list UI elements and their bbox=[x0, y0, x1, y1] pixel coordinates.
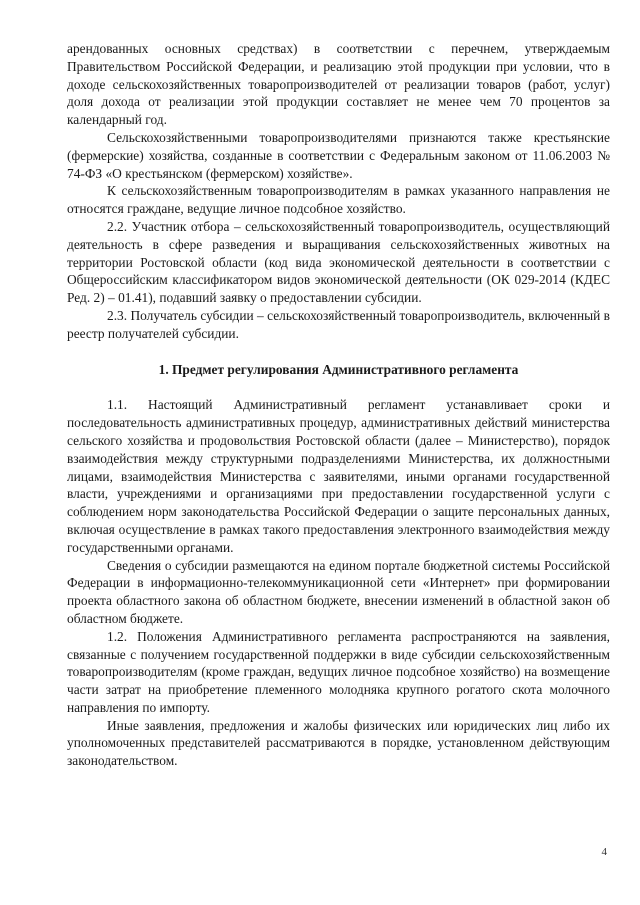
paragraph-exclusion: К сельскохозяйственным товаропроизводителям в рамках указанного направления не относятся граждане, ведущие личное подсобное хозяйство. bbox=[67, 183, 610, 217]
paragraph-subsidy-info: Сведения о субсидии размещаются на едином портале бюджетной системы Российской Федерации в информационно-телекоммуникационной сети «Интернет» при формировании проекта областного закона об областном бюджете, внесении изменений в областной закон об областном бюджете. bbox=[67, 557, 610, 626]
section-heading: 1. Предмет регулирования Административного регламента bbox=[158, 361, 519, 377]
paragraph-2-3: 2.3. Получатель субсидии – сельскохозяйственный товаропроизводитель, включенный в реестр получателей субсидии. bbox=[67, 307, 610, 341]
paragraph-farmers-definition: Сельскохозяйственными товаропроизводителями признаются также крестьянские (фермерские) хозяйства, созданные в соответствии с Федеральным законом от 11.06.2003 № 74-ФЗ «О крестьянском (фермерском) хозяйстве». bbox=[67, 129, 610, 181]
paragraph-1-1: 1.1. Настоящий Административный регламент устанавливает сроки и последовательность административных процедур, административных действий министерства сельского хозяйства и продовольствия Ростовской области (далее – Министерство), порядок взаимодействия между структурными подразделениями Министерства, их должностными лицами, взаимодействия Министерства с заявителями, иными органами государственной власти, учреждениями и организациями при предоставлении государственной услуги с соблюдением норм законодательства Российской Федерации о защите персональных данных, включая осуществление в рамках такого предоставления электронного взаимодействия между государственными органами. bbox=[67, 397, 610, 555]
document-page bbox=[67, 40, 610, 770]
paragraph-1-2: 1.2. Положения Административного регламента распространяются на заявления, связанные с получением государственной поддержки в виде субсидии сельскохозяйственным товаропроизводителям (кроме граждан, ведущих личное подсобное хозяйство) на возмещение части затрат на приобретение племенного молодняка крупного рогатого скота молочного направления по импорту. bbox=[67, 628, 610, 715]
paragraph-other-applications: Иные заявления, предложения и жалобы физических или юридических лиц либо их уполномоченных представителей рассматриваются в порядке, установленном действующим законодательством. bbox=[67, 717, 610, 769]
page-number: 4 bbox=[601, 846, 607, 858]
paragraph-continuation: арендованных основных средствах) в соответствии с перечнем, утверждаемым Правительством Российской Федерации, и реализацию этой продукции при условии, что в доходе сельскохозяйственных товаропроизводителей от реализации товаров (работ, услуг) доля дохода от реализации этой продукции составляет не менее чем 70 процентов за календарный год. bbox=[67, 41, 610, 128]
paragraph-2-2: 2.2. Участник отбора – сельскохозяйственный товаропроизводитель, осуществляющий деятельность в сфере разведения и выращивания сельскохозяйственных животных на территории Ростовской области (код вида экономической деятельности в соответствии с Общероссийским классификатором видов экономической деятельности (ОК 029-2014 (КДЕС Ред. 2) – 01.41), подавший заявку о предоставлении субсидии. bbox=[67, 218, 610, 306]
